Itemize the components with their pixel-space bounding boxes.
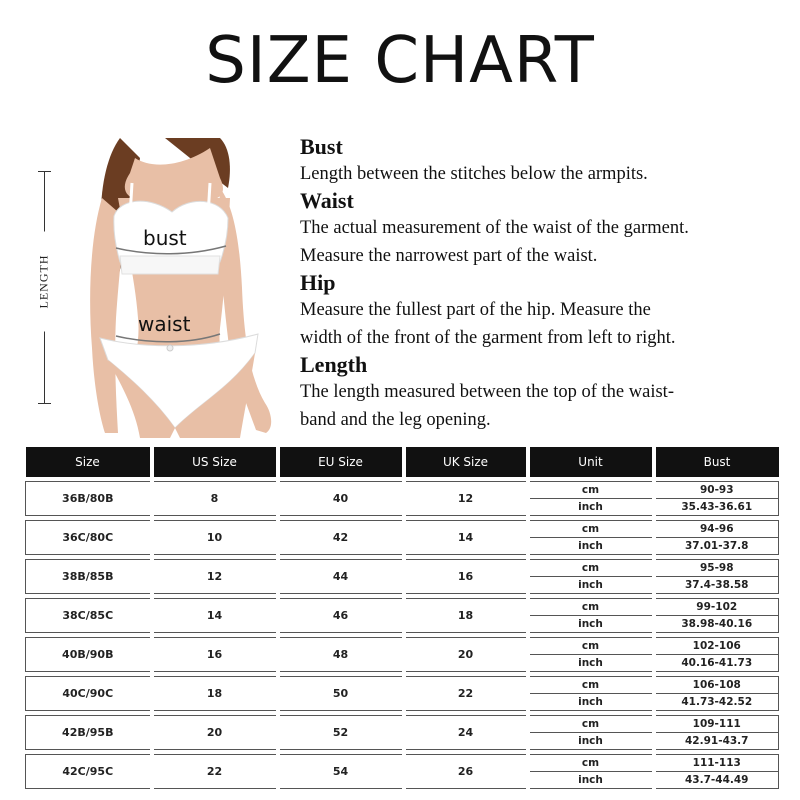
cell-bust-cm: 111-113 — [654, 755, 779, 772]
table-row — [26, 716, 779, 733]
cell-bust-inch: 41.73-42.52 — [654, 694, 779, 711]
cell-eu-size: 46 — [278, 599, 404, 633]
desc-text-hip: width of the front of the garment from left to right. — [300, 328, 676, 348]
cell-unit-inch: inch — [528, 577, 654, 594]
header-us-size: US Size — [152, 447, 278, 477]
cell-uk-size: 12 — [404, 482, 528, 516]
cell-bust-cm: 102-106 — [654, 638, 779, 655]
cell-bust-cm: 99-102 — [654, 599, 779, 616]
length-indicator — [26, 168, 66, 408]
model-figure — [80, 138, 280, 438]
page-title: SIZE CHART — [205, 24, 595, 98]
header-eu-size: EU Size — [278, 447, 404, 477]
cell-bust-inch: 40.16-41.73 — [654, 655, 779, 672]
cell-unit-cm: cm — [528, 716, 654, 733]
length-tick-top — [38, 171, 51, 172]
desc-text-bust: Length between the stitches below the armpits. — [300, 164, 648, 184]
desc-text-length: The length measured between the top of the waist- — [300, 382, 674, 402]
cell-unit-inch: inch — [528, 616, 654, 633]
cell-unit-cm: cm — [528, 482, 654, 499]
cell-us-size: 14 — [152, 599, 278, 633]
cell-uk-size: 22 — [404, 677, 528, 711]
cell-unit-inch: inch — [528, 694, 654, 711]
cell-uk-size: 20 — [404, 638, 528, 672]
desc-text-waist: Measure the narrowest part of the waist. — [300, 246, 598, 266]
cell-uk-size: 14 — [404, 521, 528, 555]
cell-unit-cm: cm — [528, 521, 654, 538]
cell-eu-size: 48 — [278, 638, 404, 672]
desc-heading-length: Length — [300, 352, 368, 377]
cell-eu-size: 42 — [278, 521, 404, 555]
cell-us-size: 20 — [152, 716, 278, 750]
table-body — [26, 482, 779, 789]
cell-us-size: 16 — [152, 638, 278, 672]
cell-bust-cm: 106-108 — [654, 677, 779, 694]
cell-uk-size: 16 — [404, 560, 528, 594]
header-size: Size — [26, 447, 152, 477]
desc-text-hip: Measure the fullest part of the hip. Measure the — [300, 300, 651, 320]
measurement-descriptions — [300, 134, 790, 434]
cell-size: 38C/85C — [26, 599, 152, 633]
table-row — [26, 638, 779, 655]
cell-size: 42C/95C — [26, 755, 152, 789]
cell-unit-inch: inch — [528, 499, 654, 516]
header-unit: Unit — [528, 447, 654, 477]
cell-bust-inch: 37.4-38.58 — [654, 577, 779, 594]
table-header-row — [26, 447, 779, 477]
desc-text-waist: The actual measurement of the waist of the garment. — [300, 218, 689, 238]
waist-label: waist — [138, 312, 191, 336]
bust-label: bust — [143, 226, 187, 250]
header-uk-size: UK Size — [404, 447, 528, 477]
cell-bust-cm: 109-111 — [654, 716, 779, 733]
cell-size: 36C/80C — [26, 521, 152, 555]
cell-eu-size: 50 — [278, 677, 404, 711]
cell-eu-size: 52 — [278, 716, 404, 750]
cell-bust-inch: 35.43-36.61 — [654, 499, 779, 516]
cell-us-size: 8 — [152, 482, 278, 516]
cell-unit-inch: inch — [528, 772, 654, 789]
table-row — [26, 560, 779, 577]
desc-heading-hip: Hip — [300, 270, 336, 295]
table-row — [26, 599, 779, 616]
cell-bust-cm: 94-96 — [654, 521, 779, 538]
cell-unit-inch: inch — [528, 733, 654, 750]
desc-heading-bust: Bust — [300, 134, 343, 159]
cell-uk-size: 18 — [404, 599, 528, 633]
cell-bust-inch: 37.01-37.8 — [654, 538, 779, 555]
cell-uk-size: 24 — [404, 716, 528, 750]
cell-size: 42B/95B — [26, 716, 152, 750]
cell-us-size: 22 — [152, 755, 278, 789]
table-row — [26, 755, 779, 772]
cell-bust-cm: 95-98 — [654, 560, 779, 577]
cell-us-size: 10 — [152, 521, 278, 555]
cell-unit-cm: cm — [528, 599, 654, 616]
cell-eu-size: 54 — [278, 755, 404, 789]
cell-bust-inch: 42.91-43.7 — [654, 733, 779, 750]
cell-us-size: 18 — [152, 677, 278, 711]
cell-unit-cm: cm — [528, 638, 654, 655]
cell-uk-size: 26 — [404, 755, 528, 789]
table-row — [26, 482, 779, 499]
cell-us-size: 12 — [152, 560, 278, 594]
cell-unit-cm: cm — [528, 677, 654, 694]
desc-text-length: band and the leg opening. — [300, 410, 491, 430]
length-tick-bottom — [38, 403, 51, 404]
model-illustration — [80, 138, 280, 438]
cell-unit-inch: inch — [528, 538, 654, 555]
cell-unit-inch: inch — [528, 655, 654, 672]
cell-size: 40C/90C — [26, 677, 152, 711]
cell-bust-inch: 43.7-44.49 — [654, 772, 779, 789]
cell-eu-size: 44 — [278, 560, 404, 594]
cell-size: 36B/80B — [26, 482, 152, 516]
desc-heading-waist: Waist — [300, 188, 354, 213]
length-label: LENGTH — [37, 232, 52, 332]
header-bust: Bust — [654, 447, 779, 477]
cell-unit-cm: cm — [528, 755, 654, 772]
cell-bust-inch: 38.98-40.16 — [654, 616, 779, 633]
size-table — [25, 447, 779, 789]
cell-eu-size: 40 — [278, 482, 404, 516]
table-row — [26, 521, 779, 538]
cell-unit-cm: cm — [528, 560, 654, 577]
cell-size: 40B/90B — [26, 638, 152, 672]
cell-bust-cm: 90-93 — [654, 482, 779, 499]
cell-size: 38B/85B — [26, 560, 152, 594]
table-row — [26, 677, 779, 694]
size-table-wrapper — [25, 447, 778, 789]
